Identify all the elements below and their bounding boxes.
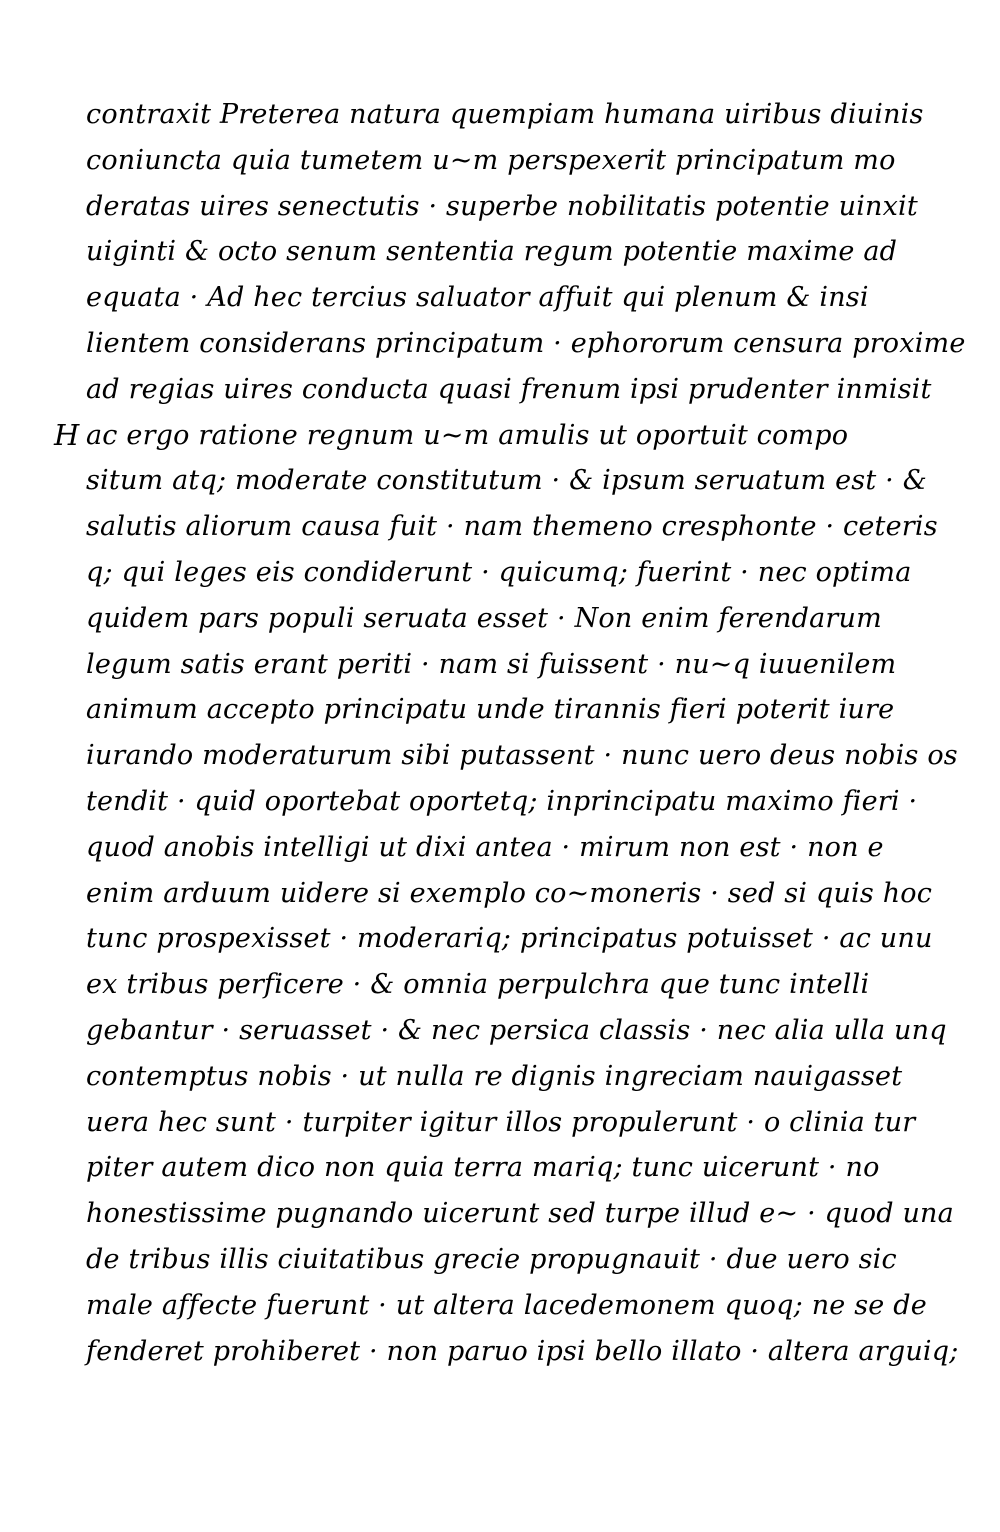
manuscript-line-17: quod anobis intelligi ut dixi antea · mirum non est · non e: [86, 831, 884, 863]
manuscript-line-16: tendit · quid oportebat oportetq; inprincipatu maximo fieri ·: [86, 785, 918, 817]
manuscript-line-28: fenderet prohiberet · non paruo ipsi bello illato · altera arguiq;: [86, 1335, 959, 1367]
manuscript-line-5: equata · Ad hec tercius saluator affuit qui plenum & insi: [86, 282, 869, 314]
manuscript-text-block: [54, 92, 966, 1374]
manuscript-line-24: piter autem dico non quia terra mariq; tunc uicerunt · no: [86, 1152, 880, 1184]
manuscript-line-10: salutis aliorum causa fuit · nam themeno cresphonte · ceteris: [86, 511, 938, 543]
manuscript-line-8-wrapper: [54, 413, 966, 459]
manuscript-line-25: honestissime pugnando uicerunt sed turpe illud e~ · quod una: [86, 1198, 954, 1230]
manuscript-line-21: gebantur · seruasset · & nec persica classis · nec alia ulla unq: [86, 1014, 947, 1046]
manuscript-line-7: ad regias uires conducta quasi frenum ipsi prudenter inmisit: [86, 373, 932, 405]
manuscript-line-15: iurando moderaturum sibi putassent · nunc uero deus nobis os: [86, 740, 958, 772]
manuscript-line-11: q; qui leges eis condiderunt · quicumq; fuerint · nec optima: [86, 556, 912, 588]
manuscript-line-6: lientem considerans principatum · ephororum censura proxime: [86, 327, 966, 359]
manuscript-line-1: contraxit Preterea natura quempiam humana uiribus diuinis: [86, 99, 924, 130]
manuscript-line-14: animum accepto principatu unde tirannis fieri poterit iure: [86, 694, 895, 726]
manuscript-line-9: situm atq; moderate constitutum · & ipsum seruatum est · &: [86, 465, 927, 497]
manuscript-line-20: ex tribus perficere · & omnia perpulchra que tunc intelli: [86, 969, 870, 1001]
manuscript-line-2: coniuncta quia tumetem u~m perspexerit principatum mo: [86, 144, 896, 176]
manuscript-line-27: male affecte fuerunt · ut altera lacedemonem quoq; ne se de: [86, 1289, 927, 1321]
manuscript-line-3: deratas uires senectutis · superbe nobilitatis potentie uinxit: [86, 190, 918, 222]
manuscript-line-4: uiginti & octo senum sententia regum potentie maxime ad: [86, 236, 898, 268]
manuscript-line-22: contemptus nobis · ut nulla re dignis ingreciam nauigasset: [86, 1060, 903, 1092]
manuscript-line-12: quidem pars populi seruata esset · Non enim ferendarum: [86, 602, 882, 634]
manuscript-line-8: ac ergo ratione regnum u~m amulis ut oportuit compo: [86, 419, 849, 451]
manuscript-line-23: uera hec sunt · turpiter igitur illos propulerunt · o clinia tur: [86, 1106, 916, 1138]
manuscript-line-26: de tribus illis ciuitatibus grecie propugnauit · due uero sic: [86, 1243, 897, 1275]
manuscript-line-18: enim arduum uidere si exemplo co~moneris · sed si quis hoc: [86, 877, 933, 909]
manuscript-line-13: legum satis erant periti · nam si fuissent · nu~q iuuenilem: [86, 648, 897, 680]
margin-initial: H: [54, 417, 80, 452]
manuscript-line-19: tunc prospexisset · moderariq; principatus potuisset · ac unu: [86, 923, 933, 955]
